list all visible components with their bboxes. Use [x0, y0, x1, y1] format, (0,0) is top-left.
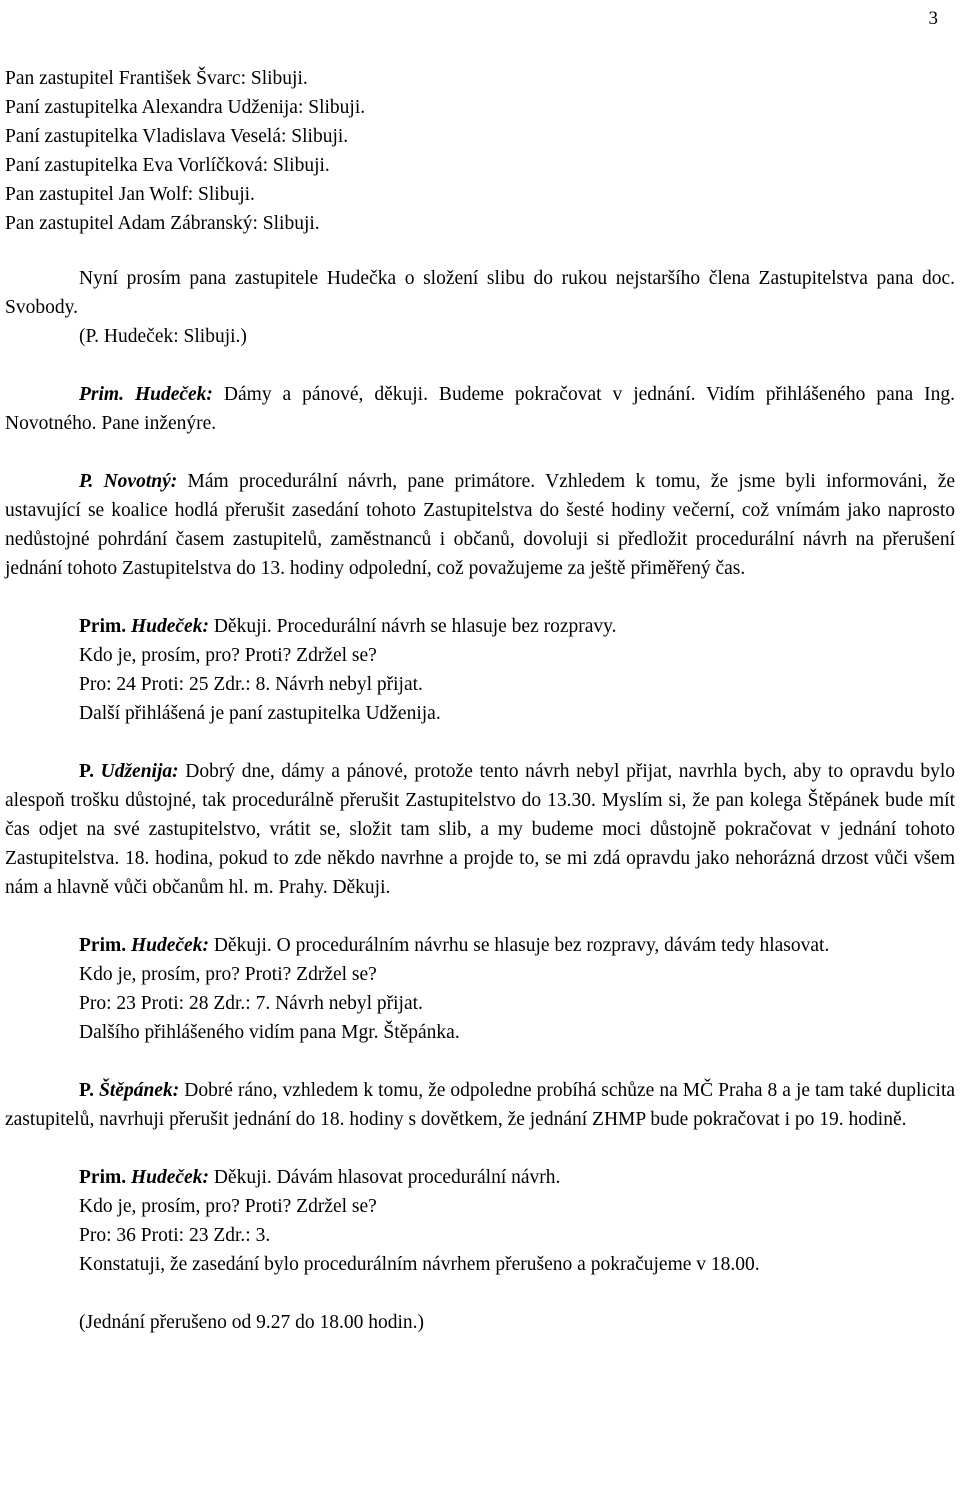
speaker-name: Novotný:	[103, 471, 178, 492]
oath-line: Paní zastupitelka Vladislava Veselá: Slibuji.	[5, 126, 349, 147]
next-speaker: Dalšího přihlášeného vidím pana Mgr. Štěpánka.	[79, 1022, 460, 1043]
speaker-title: P.	[79, 1080, 94, 1101]
speech-hudecek-1	[5, 380, 955, 438]
vote-question: Kdo je, prosím, pro? Proti? Zdržel se?	[79, 645, 377, 666]
speaker-title: P.	[79, 761, 94, 782]
speaker-title: P.	[79, 471, 94, 492]
speech-text: Dámy a pánové, děkuji. Budeme pokračovat v jednání. Vidím přihlášeného pana Ing. Novotného. Pane inženýre.	[5, 384, 956, 434]
speaker-title: Prim.	[79, 1167, 127, 1188]
next-speaker: Další přihlášená je paní zastupitelka Udženija.	[79, 703, 441, 724]
oath-list	[5, 64, 955, 238]
speech-text: Dobrý dne, dámy a pánové, protože tento návrh nebyl přijat, navrhla bych, aby to opravdu bylo alespoň trošku důstojné, tak procedurálně přerušit Zastupitelstvo do 13.30. Myslím si, že pan kolega Štěpánek bude mít čas odjet na své zastupitelstvo, vrátit se, složit tam slib, a my budeme moci důstojně pokračovat v jednání tohoto Zastupitelstva. 18. hodina, pokud to zde někdo navrhne a projde to, se mi zdá opravdu jako nehorázná drzost vůči všem nám a hlavně vůči občanům hl. m. Prahy. Děkuji.	[5, 761, 955, 898]
speaker-name: Hudeček:	[130, 935, 209, 956]
oath-line: Pan zastupitel Adam Zábranský: Slibuji.	[5, 213, 320, 234]
oath-line: Pan zastupitel František Švarc: Slibuji.	[5, 68, 308, 89]
speech-text: Děkuji. O procedurálním návrhu se hlasuje bez rozpravy, dávám tedy hlasovat.	[213, 935, 830, 956]
speaker-title: Prim.	[79, 616, 127, 637]
speaker-name: Udženija:	[100, 761, 179, 782]
speech-udzenija	[5, 757, 955, 902]
speech-novotny	[5, 467, 955, 583]
oath-line: Paní zastupitelka Alexandra Udženija: Slibuji.	[5, 97, 366, 118]
vote-result: Pro: 36 Proti: 23 Zdr.: 3.	[79, 1225, 271, 1246]
footer-note: (Jednání přerušeno od 9.27 do 18.00 hodin.)	[79, 1312, 424, 1333]
speech-hudecek-3	[5, 931, 955, 960]
vote-result: Pro: 24 Proti: 25 Zdr.: 8. Návrh nebyl přijat.	[79, 674, 423, 695]
speaker-name: Hudeček:	[130, 616, 209, 637]
speaker-title: Prim.	[79, 935, 127, 956]
speaker-name: Hudeček:	[130, 1167, 209, 1188]
speaker-title: Prim.	[79, 384, 124, 405]
speech-stepanek	[5, 1076, 955, 1134]
speech-text: Děkuji. Dávám hlasovat procedurální návrh.	[213, 1167, 561, 1188]
speech-hudecek-4	[5, 1163, 955, 1192]
page-number: 3	[928, 8, 938, 29]
session-conclusion: Konstatuji, že zasedání bylo procedurálním návrhem přerušeno a pokračujeme v 18.00.	[79, 1254, 760, 1275]
vote-result: Pro: 23 Proti: 28 Zdr.: 7. Návrh nebyl přijat.	[79, 993, 423, 1014]
speech-hudecek-2	[5, 612, 955, 641]
paragraph-text: Nyní prosím pana zastupitele Hudečka o složení slibu do rukou nejstaršího člena Zastupitelstva pana doc. Svobody.	[5, 268, 955, 318]
document-body	[5, 64, 955, 1337]
oath-response-note: (P. Hudeček: Slibuji.)	[79, 326, 247, 347]
speech-text: Dobré ráno, vzhledem k tomu, že odpoledne probíhá schůze na MČ Praha 8 a je tam také duplicita zastupitelů, navrhuji přerušit jednání do 18. hodiny s dovětkem, že jednání ZHMP bude pokračovat i po 19. hodině.	[5, 1080, 956, 1130]
speech-text: Děkuji. Procedurální návrh se hlasuje bez rozpravy.	[213, 616, 617, 637]
vote-question: Kdo je, prosím, pro? Proti? Zdržel se?	[79, 964, 377, 985]
oath-line: Paní zastupitelka Eva Vorlíčková: Slibuji.	[5, 155, 330, 176]
vote-question: Kdo je, prosím, pro? Proti? Zdržel se?	[79, 1196, 377, 1217]
paragraph-oath-request	[5, 264, 955, 322]
speech-text: Mám procedurální návrh, pane primátore. Vzhledem k tomu, že jsme byli informováni, že ustavující se koalice hodlá přerušit zasedání tohoto Zastupitelstva do šesté hodiny večerní, což vnímám jako naprosto nedůstojné pohrdání časem zastupitelů, zaměstnanců i občanů, dovoluji si předložit procedurální návrh na přerušení jednání tohoto Zastupitelstva do 13. hodiny odpolední, což považujeme za ještě přiměřený čas.	[5, 471, 956, 579]
speaker-name: Hudeček:	[134, 384, 213, 405]
oath-line: Pan zastupitel Jan Wolf: Slibuji.	[5, 184, 255, 205]
speaker-name: Štěpánek:	[99, 1080, 180, 1101]
